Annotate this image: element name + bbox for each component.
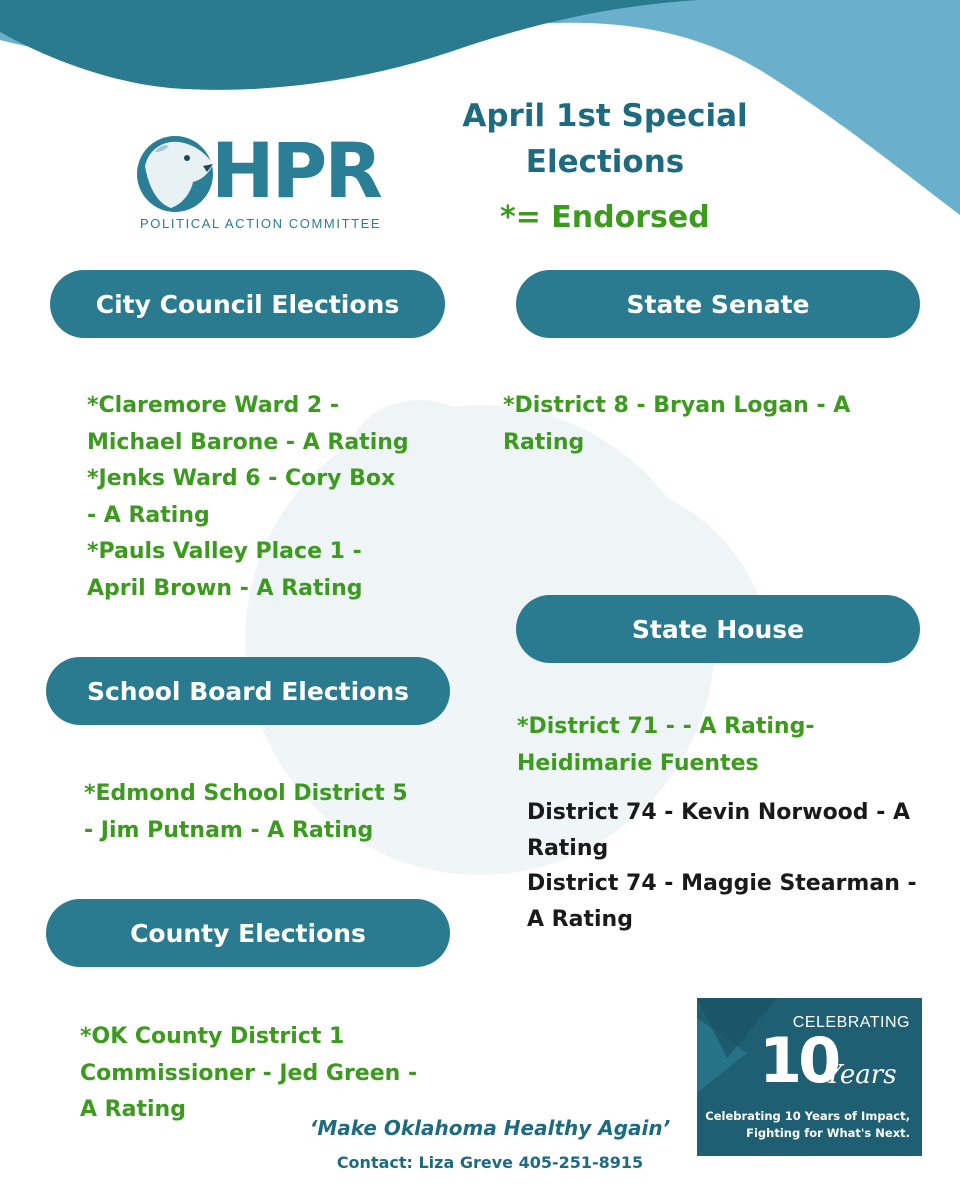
badge-number: 10	[759, 1024, 838, 1097]
state-house-other-entries	[527, 795, 917, 937]
county-heading: County Elections	[46, 899, 450, 967]
list-item: District 74 - Kevin Norwood - A	[527, 800, 911, 825]
city-council-entries	[87, 388, 409, 607]
state-house-heading: State House	[516, 595, 920, 663]
city-council-heading: City Council Elections	[50, 270, 445, 338]
list-item: A Rating	[527, 906, 633, 932]
badge-line-2: Fighting for What's Next.	[746, 1126, 910, 1140]
badge-years: Years	[825, 1060, 897, 1090]
list-item: *Claremore Ward 2 -	[87, 393, 339, 418]
badge-line-1: Celebrating 10 Years of Impact,	[705, 1109, 910, 1123]
anniversary-badge	[697, 998, 922, 1156]
contact-info: Contact: Liza Greve 405-251-8915	[336, 1153, 644, 1172]
list-item: Rating	[527, 835, 609, 861]
hpr-logo	[135, 126, 405, 237]
title-line-2: Elections	[525, 144, 685, 180]
list-item: April Brown - A Rating	[87, 575, 363, 601]
county-entries	[80, 1019, 417, 1129]
school-board-heading: School Board Elections	[46, 657, 450, 725]
state-senate-entries	[503, 388, 850, 461]
list-item: *OK County District 1	[80, 1024, 345, 1049]
list-item: *District 8 - Bryan Logan - A	[503, 393, 851, 418]
tagline: ‘Make Oklahoma Healthy Again’	[309, 1116, 671, 1140]
state-house-endorsed-entries	[517, 709, 814, 782]
list-item: *District 71 - - A Rating-	[517, 714, 815, 739]
list-item: Heidimarie Fuentes	[517, 750, 759, 776]
list-item: A Rating	[80, 1097, 186, 1122]
page-title	[440, 93, 770, 185]
list-item: *Edmond School District 5	[84, 781, 408, 806]
list-item: *Pauls Valley Place 1 -	[87, 539, 362, 564]
list-item: Rating	[503, 429, 585, 455]
bear-head-icon	[135, 134, 217, 214]
list-item: District 74 - Maggie Stearman -	[527, 871, 917, 896]
badge-celebrating: CELEBRATING	[792, 1014, 910, 1031]
list-item: Commissioner - Jed Green -	[80, 1060, 418, 1086]
state-senate-heading: State Senate	[516, 270, 920, 338]
school-board-entries	[84, 776, 408, 849]
list-item: - A Rating	[87, 502, 210, 528]
endorsed-legend: *= Endorsed	[500, 200, 710, 235]
logo-letters: HPR	[211, 126, 380, 215]
list-item: *Jenks Ward 6 - Cory Box	[87, 466, 396, 491]
list-item: Michael Barone - A Rating	[87, 429, 409, 455]
title-line-1: April 1st Special	[462, 98, 748, 134]
logo-subtitle: POLITICAL ACTION COMMITTEE	[140, 216, 382, 231]
list-item: - Jim Putnam - A Rating	[84, 817, 374, 843]
